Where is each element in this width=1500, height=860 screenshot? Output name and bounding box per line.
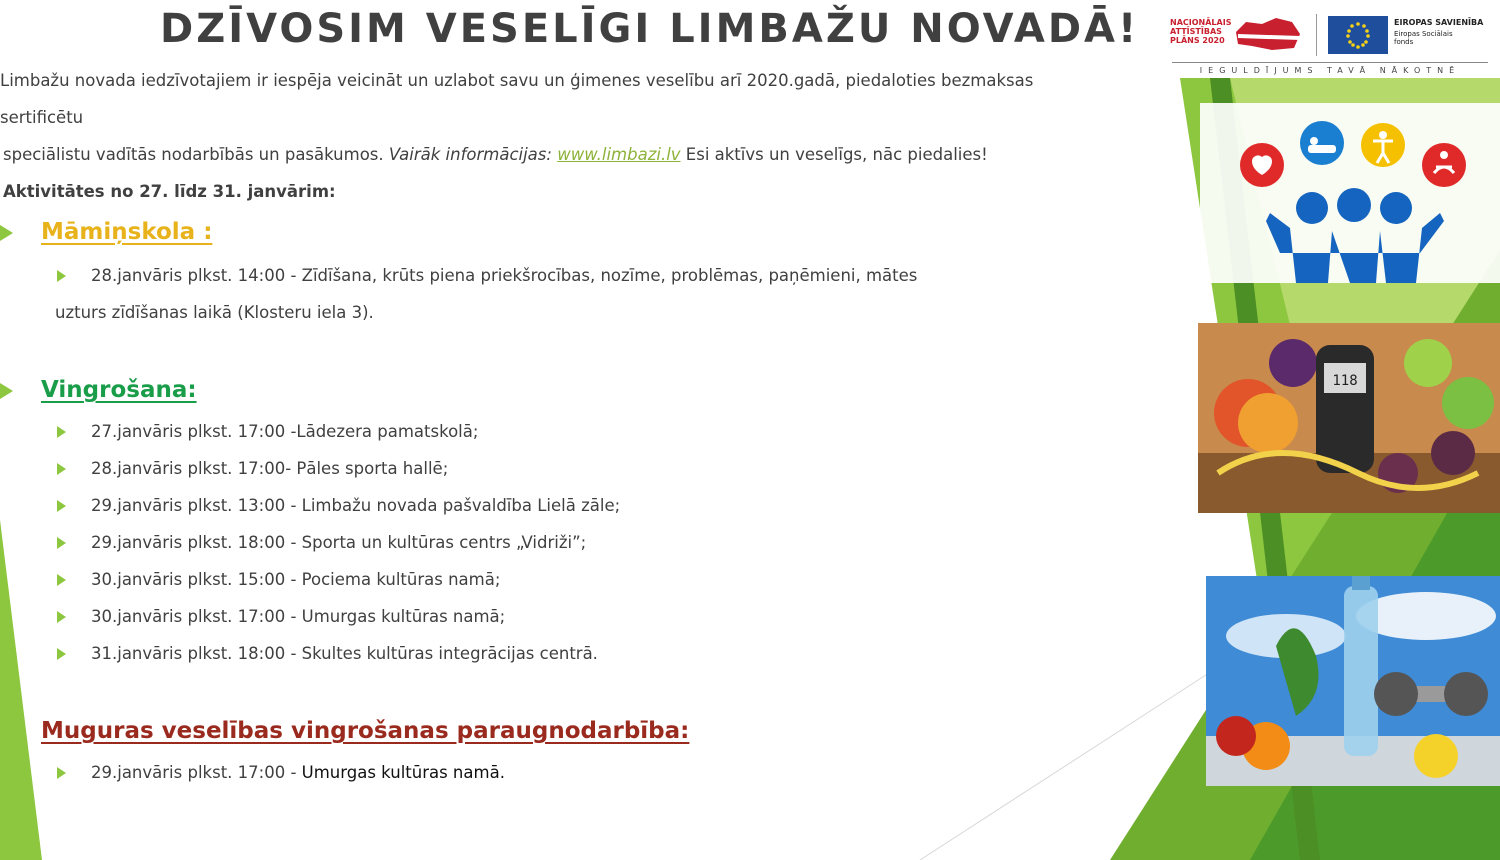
intro-line-2: speciālistu vadītās nodarbībās un pasākumos. Vairāk informācijas: www.limbazi.lv Esi aktīvs un veselīgs, nāc piedalies! <box>3 145 988 164</box>
section-title: Muguras veselības vingrošanas paraugnodarbība: <box>41 718 690 744</box>
section-header <box>0 370 1100 410</box>
triangle-bullet-icon <box>57 500 66 512</box>
list-item: 30.janvāris plkst. 17:00 - Umurgas kultūras namā; <box>0 598 1100 635</box>
list-item: 28.janvāris plkst. 17:00- Pāles sporta hallē; <box>0 450 1100 487</box>
tagline: IEGULDĪJUMS TAVĀ NĀKOTNĒ <box>1172 62 1488 75</box>
section-title: Vingrošana: <box>41 377 197 403</box>
section-header <box>0 212 1100 252</box>
list-item: 29.janvāris plkst. 13:00 - Limbažu novada pašvaldība Lielā zāle; <box>0 487 1100 524</box>
heart-icon <box>1240 143 1284 187</box>
svg-text:118: 118 <box>1332 373 1358 389</box>
water-vegetables-image <box>1206 576 1500 786</box>
section-header <box>0 711 1100 751</box>
eu-flag-logo <box>1328 16 1388 54</box>
triangle-bullet-icon <box>57 426 66 438</box>
yoga-icon <box>1422 143 1466 187</box>
arrow-bullet-icon <box>0 383 13 399</box>
fruits-glucometer-image <box>1198 323 1500 513</box>
arrow-bullet-icon <box>0 225 13 241</box>
latvia-map-logo <box>1232 14 1304 54</box>
list-item: 28.janvāris plkst. 14:00 - Zīdīšana, krūts piena priekšrocības, nozīme, problēmas, paņēmieni, mātes uzturs zīdīšanas laikā (Klosteru iela 3). <box>55 266 918 322</box>
triangle-bullet-icon <box>57 463 66 475</box>
section-maminskola <box>0 212 1100 331</box>
intro-line-1: Limbažu novada iedzīvotajiem ir iespēja veicināt un uzlabot savu un ģimenes veselību arī 2020.gadā, piedaloties bezmaksas sertificētu <box>0 71 1034 127</box>
eu-logo-text: EIROPAS SAVIENĪBA Eiropas Sociālais fonds <box>1394 18 1484 46</box>
logo-divider <box>1316 14 1317 56</box>
health-icons-image <box>1200 103 1500 283</box>
triangle-bullet-icon <box>57 611 66 623</box>
triangle-bullet-icon <box>57 574 66 586</box>
intro-line-3: Aktivitātes no 27. līdz 31. janvārim: <box>3 182 336 201</box>
list-item: 31.janvāris plkst. 18:00 - Skultes kultūras integrācijas centrā. <box>0 635 1100 672</box>
page-title: DZĪVOSIM VESELĪGI LIMBAŽU NOVADĀ! <box>160 6 1140 52</box>
list-item: 29.janvāris plkst. 17:00 - Umurgas kultūras namā. <box>0 754 1100 791</box>
list-item: 29.janvāris plkst. 18:00 - Sporta un kultūras centrs „Vidriži”; <box>0 524 1100 561</box>
list-item: 30.janvāris plkst. 15:00 - Pociema kultūras namā; <box>0 561 1100 598</box>
section-muguras <box>0 711 1100 791</box>
triangle-bullet-icon <box>57 767 66 779</box>
person-exercise-icon <box>1361 123 1405 167</box>
arrow-bullet-icon <box>0 724 13 740</box>
triangle-bullet-icon <box>57 270 66 282</box>
list-item: 27.janvāris plkst. 17:00 -Lādezera pamatskolā; <box>0 413 1100 450</box>
section-title: Māmiņskola : <box>41 219 213 245</box>
intro-text <box>0 62 1090 210</box>
limbazi-link[interactable]: www.limbazi.lv <box>557 145 681 164</box>
section-vingrosana <box>0 370 1100 672</box>
triangle-bullet-icon <box>57 537 66 549</box>
sleep-icon <box>1300 121 1344 165</box>
triangle-bullet-icon <box>57 648 66 660</box>
nap-logo-text: NACIONĀLAIS ATTĪSTĪBAS PLĀNS 2020 <box>1170 18 1232 45</box>
